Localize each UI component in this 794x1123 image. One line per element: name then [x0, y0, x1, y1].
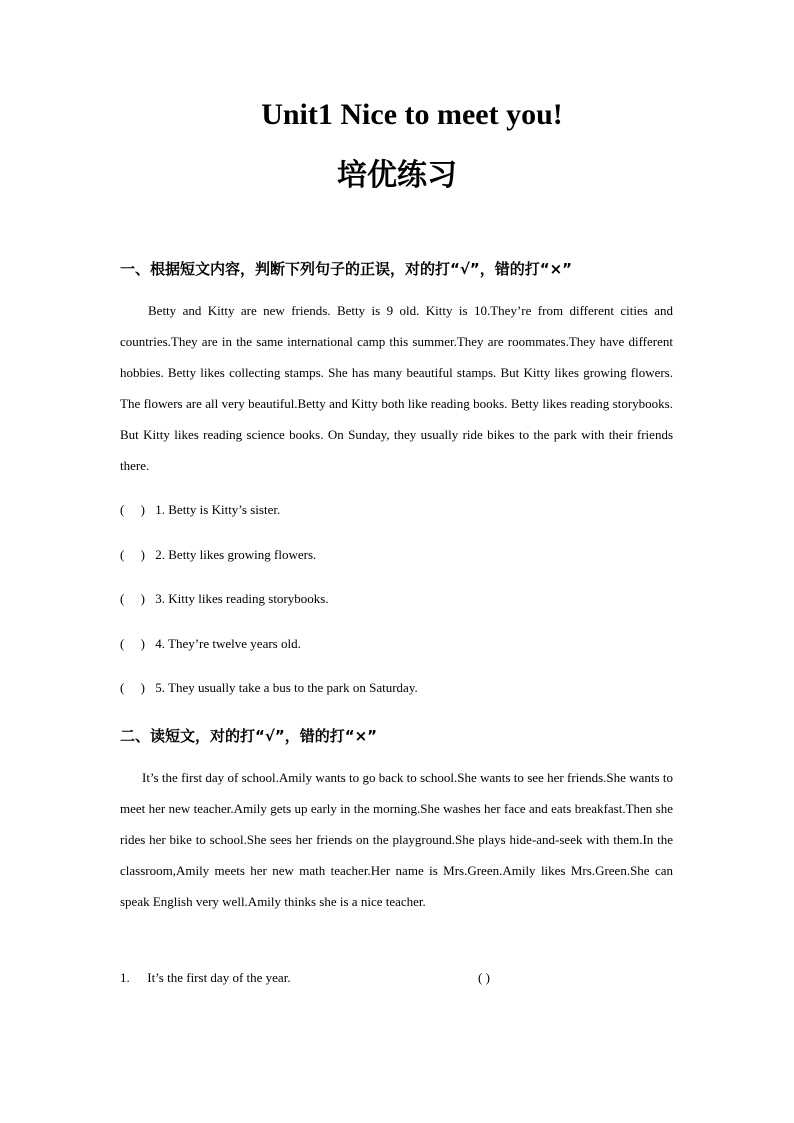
section2-heading: 二、读短文，对的打“√”，错的打“×” [120, 727, 378, 745]
question-number: 1. [120, 970, 130, 985]
section1-heading: 一、根据短文内容，判断下列句子的正误，对的打“√”，错的打“×” [120, 260, 573, 278]
answer-paren[interactable]: ( ) [120, 547, 145, 562]
answer-paren[interactable]: ( ) [120, 636, 145, 651]
answer-paren[interactable]: ( ) [478, 970, 490, 985]
question-text: 1. Betty is Kitty’s sister. [155, 502, 281, 517]
question-text: 5. They usually take a bus to the park on Saturday. [155, 680, 418, 695]
section1-question-5 [120, 680, 418, 696]
section1-question-1 [120, 502, 280, 518]
section1-question-3 [120, 591, 329, 607]
section1-question-4 [120, 636, 301, 652]
page-title-english: Unit1 Nice to meet you! [261, 98, 563, 131]
answer-paren[interactable]: ( ) [120, 591, 145, 606]
page-title-chinese: 培优练习 [337, 158, 457, 193]
question-text: 2. Betty likes growing flowers. [155, 547, 317, 562]
question-text: 4. They’re twelve years old. [155, 636, 301, 651]
question-text: It’s the first day of the year. [147, 970, 291, 985]
section2-question-1 [120, 970, 490, 986]
question-text: 3. Kitty likes reading storybooks. [155, 591, 329, 606]
section2-passage: It’s the first day of school.Amily wants to go back to school.She wants to see her friends.She wants to meet her new teacher.Amily gets up early in the morning.She washes her face and eats breakfast.Then she rides her bike to school.She sees her friends on the playground.She plays hide-and-seek with them.In the classroom,Amily meets her new math teacher.Her name is Mrs.Green.Amily likes Mrs.Green.She can speak English very well.Amily thinks she is a nice teacher. [120, 770, 673, 909]
section1-passage: Betty and Kitty are new friends. Betty is 9 old. Kitty is 10.They’re from different cities and countries.They are in the same international camp this summer.They are roommates.They have different hobbies. Betty likes collecting stamps. She has many beautiful stamps. But Kitty likes growing flowers. The flowers are all very beautiful.Betty and Kitty both like reading books. Betty likes reading storybooks. But Kitty likes reading science books. On Sunday, they usually ride bikes to the park with their friends there. [120, 303, 673, 473]
section1-question-2 [120, 547, 316, 563]
answer-paren[interactable]: ( ) [120, 680, 145, 695]
answer-paren[interactable]: ( ) [120, 502, 145, 517]
